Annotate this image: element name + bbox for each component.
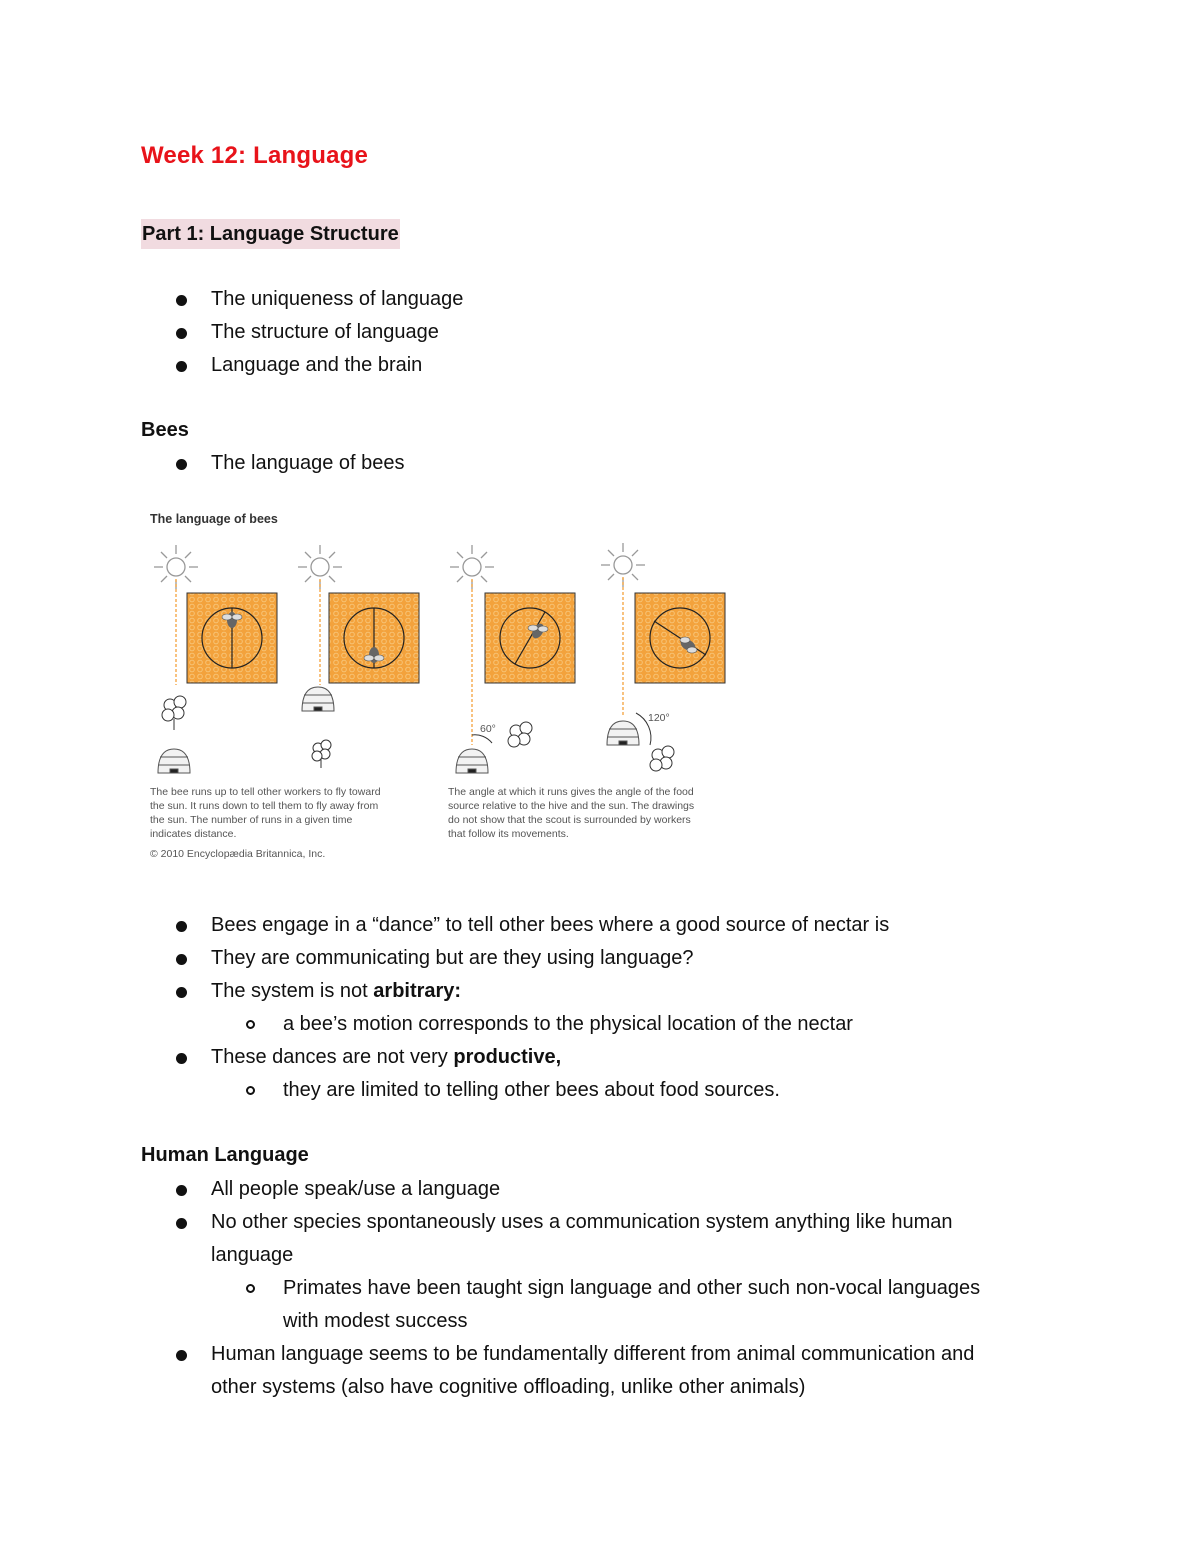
caption-line: the sun. It runs down to tell them to fly away from: [150, 800, 379, 812]
human-language-heading: Human Language: [141, 1144, 309, 1166]
list-item-continuation: language: [211, 1244, 294, 1266]
sun-icon: [154, 545, 198, 589]
caption-line: that follow its movements.: [448, 828, 569, 840]
list-item: Language and the brain: [211, 354, 423, 376]
list-item-text: The system is not: [211, 980, 374, 1002]
bullet: [176, 295, 187, 306]
bullet: [176, 328, 187, 339]
flower-icon: [508, 722, 532, 747]
bees-heading: Bees: [141, 419, 189, 441]
caption-line: The bee runs up to tell other workers to fly toward: [150, 786, 381, 798]
list-item: [211, 1041, 561, 1074]
caption-line: do not show that the scout is surrounded by workers: [448, 814, 691, 826]
caption-line: indicates distance.: [150, 828, 237, 840]
sun-icon: [601, 543, 645, 587]
sun-icon: [298, 545, 342, 589]
figure-title: The language of bees: [150, 512, 278, 526]
bullet: [176, 1350, 187, 1361]
bullet: [176, 1185, 187, 1196]
bullet: [176, 954, 187, 965]
bullet: [176, 921, 187, 932]
flower-icon: [650, 746, 674, 771]
sub-list-item-continuation: with modest success: [283, 1310, 468, 1332]
part-heading: Part 1: Language Structure: [141, 219, 400, 249]
hive-icon: [302, 687, 334, 711]
bullet: [176, 459, 187, 470]
flower-icon: [162, 696, 186, 730]
bullet: [176, 1053, 187, 1064]
hive-icon: [456, 749, 488, 773]
list-item: [211, 975, 461, 1008]
sub-list-item: a bee’s motion corresponds to the physical location of the nectar: [283, 1013, 853, 1035]
caption-line: the sun. The number of runs in a given time: [150, 814, 353, 826]
sub-bullet: [246, 1020, 255, 1029]
list-item: They are communicating but are they using language?: [211, 947, 694, 969]
list-item: The uniqueness of language: [211, 288, 464, 310]
sub-bullet: [246, 1086, 255, 1095]
bee-dance-figure: [140, 505, 740, 865]
sun-icon: [450, 545, 494, 589]
bold-term: productive,: [453, 1046, 562, 1068]
list-item: All people speak/use a language: [211, 1178, 501, 1200]
sub-list-item: they are limited to telling other bees about food sources.: [283, 1079, 780, 1101]
list-item: Human language seems to be fundamentally different from animal communication and: [211, 1343, 975, 1365]
list-item: The structure of language: [211, 321, 439, 343]
bullet: [176, 361, 187, 372]
copyright: © 2010 Encyclopædia Britannica, Inc.: [150, 848, 326, 860]
hive-icon: [607, 721, 639, 745]
flower-icon: [312, 740, 331, 768]
list-item: No other species spontaneously uses a communication system anything like human: [211, 1211, 953, 1233]
sub-list-item: Primates have been taught sign language and other such non-vocal languages: [283, 1277, 981, 1299]
list-item-continuation: other systems (also have cognitive offloading, unlike other animals): [211, 1376, 806, 1398]
list-item-text: These dances are not very: [211, 1046, 454, 1068]
angle-label: 120°: [648, 712, 670, 724]
caption-line: source relative to the hive and the sun. The drawings: [448, 800, 695, 812]
list-item: Bees engage in a “dance” to tell other bees where a good source of nectar is: [211, 914, 890, 936]
sub-bullet: [246, 1284, 255, 1293]
hive-icon: [158, 749, 190, 773]
bullet: [176, 987, 187, 998]
caption-line: The angle at which it runs gives the angle of the food: [448, 786, 694, 798]
angle-label: 60°: [480, 723, 496, 735]
bold-term: arbitrary:: [373, 980, 462, 1002]
page-title: Week 12: Language: [141, 142, 369, 169]
bullet: [176, 1218, 187, 1229]
list-item: The language of bees: [211, 452, 405, 474]
